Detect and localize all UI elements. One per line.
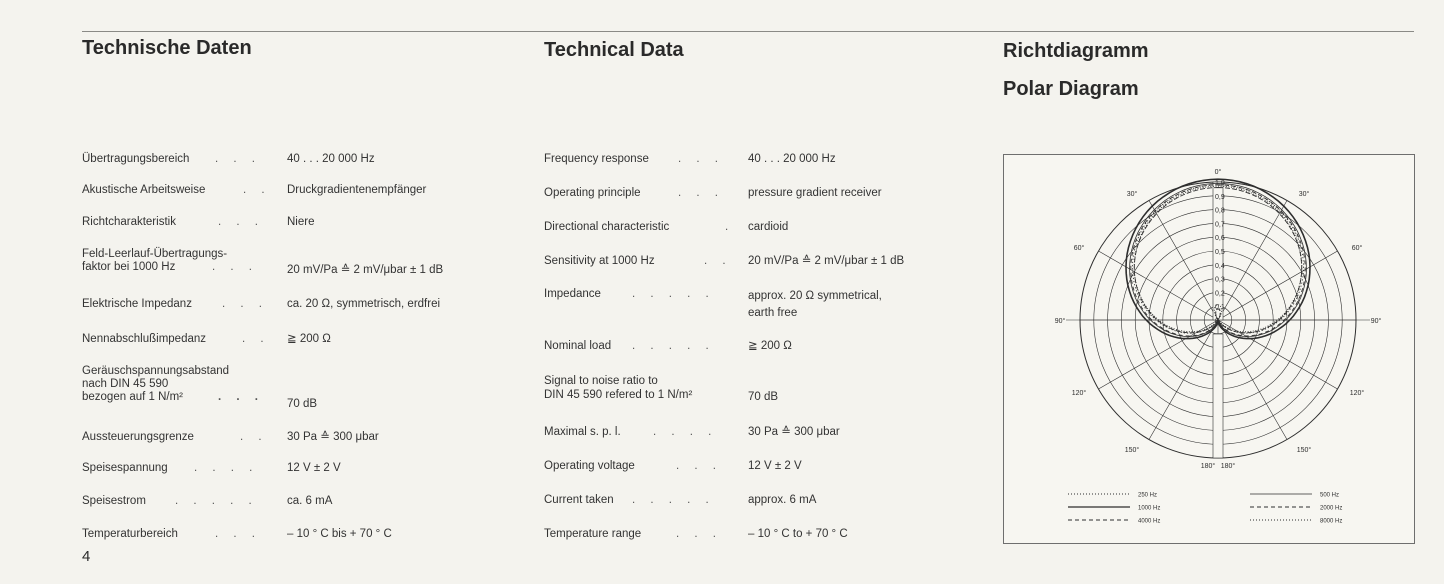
polar-grid-spoke [1099,251,1219,320]
spec-value: cardioid [748,221,789,233]
polar-scale-label: 0,4 [1215,262,1225,270]
spec-label: Temperature range [544,528,642,540]
angle-label-right-180: 180° [1220,463,1236,470]
angle-label-0: 0° [1214,169,1222,176]
spec-dots: . . . [215,153,261,165]
spec-value: approx. 6 mA [748,494,817,506]
spec-label: Speisespannung [82,462,168,474]
spec-label: Richtcharakteristik [82,216,176,228]
polar-diagram-frame [1003,154,1415,544]
spec-dots: . . [704,255,732,267]
spec-value: pressure gradient receiver [748,187,882,199]
en-title: Technical Data [544,39,684,61]
polar-scale-label: 0,9 [1215,193,1225,201]
angle-label-left-120: 120° [1071,390,1087,397]
spec-value: 12 V ± 2 V [287,462,341,474]
legend-label: 4000 Hz [1138,518,1161,525]
spec-dots: . . . [218,391,264,403]
spec-label: Frequency response [544,153,649,165]
polar-scale-label: 0,6 [1215,235,1225,243]
spec-value: Niere [287,216,315,228]
spec-dots: . . [243,184,271,196]
polar-grid-spoke [1149,201,1218,321]
spec-dots: . . . . [194,462,259,474]
spec-value: 30 Pa ≙ 300 μbar [748,426,840,438]
spec-dots: . . . . . [632,288,715,300]
spec-label: Akustische Arbeitsweise [82,184,206,196]
spec-label: Maximal s. p. l. [544,426,621,438]
spec-value: 40 . . . 20 000 Hz [287,153,375,165]
spec-dots: . . . [676,528,722,540]
angle-label-right-120: 120° [1349,390,1365,397]
spec-dots: . . . [215,528,261,540]
polar-scale-label: 0 [1215,318,1219,325]
spec-label: Nennabschlußimpedanz [82,333,207,345]
spec-value: ca. 20 Ω, symmetrisch, erdfrei [287,298,441,310]
legend-label: 2000 Hz [1320,505,1343,512]
spec-dots: . . . . . [175,495,258,507]
page-number: 4 [82,548,91,565]
spec-value: Druckgradientenempfänger [287,184,427,196]
spec-value: 12 V ± 2 V [748,460,802,472]
spec-value: 40 . . . 20 000 Hz [748,153,836,165]
angle-label-right-90: 90° [1370,318,1382,325]
spec-dots: . . . [678,153,724,165]
legend-label: 1000 Hz [1138,505,1161,512]
spec-value: approx. 20 Ω symmetrical, earth free [748,290,882,319]
spec-dots: . . . [676,460,722,472]
spec-label: Directional characteristic [544,221,670,233]
spec-label: Current taken [544,494,614,506]
spec-value: 20 mV/Pa ≙ 2 mV/μbar ± 1 dB [748,255,905,267]
angle-label-left-90: 90° [1054,318,1066,325]
top-rule [82,31,1414,32]
spec-label: Aussteuerungsgrenze [82,431,194,443]
spec-dots: . . . . [653,426,718,438]
polar-scale-label: 1,0 [1215,180,1225,187]
angle-label-right-60: 60° [1351,245,1363,252]
spec-label: Signal to noise ratio to DIN 45 590 refered to 1 N/m² [544,375,693,401]
spec-value: ≧ 200 Ω [287,333,331,345]
spec-dots: . . . [222,298,268,310]
spec-label: Speisestrom [82,495,146,507]
angle-label-left-180: 180° [1200,463,1216,470]
spec-label: Elektrische Impedanz [82,298,192,310]
polar-scale-label: 0,2 [1215,290,1225,298]
spec-dots: . . . [678,187,724,199]
spec-value: ≧ 200 Ω [748,340,792,352]
spec-dots: . [725,221,735,233]
diagram-title-de: Richtdiagramm [1003,40,1149,62]
spec-value: 30 Pa ≙ 300 μbar [287,431,379,443]
polar-scale-label: 0,5 [1215,249,1225,256]
spec-label: Übertragungsbereich [82,153,190,165]
polar-diagram [1004,155,1414,543]
spec-label: Nominal load [544,340,612,352]
angle-label-left-150: 150° [1124,447,1140,454]
spec-dots: . . . [212,261,258,273]
de-title: Technische Daten [82,37,252,59]
spec-value: 20 mV/Pa ≙ 2 mV/μbar ± 1 dB [287,264,444,276]
spec-label: Impedance [544,288,601,300]
angle-label-left-30: 30° [1126,191,1138,198]
spec-dots: . . [242,333,270,345]
angle-label-right-150: 150° [1296,447,1312,454]
legend-label: 500 Hz [1320,492,1340,499]
spec-label: Temperaturbereich [82,528,178,540]
spec-dots: . . [240,431,268,443]
spec-dots: . . . . . [632,340,715,352]
polar-scale-label: 0,3 [1215,276,1225,284]
spec-label: Feld-Leerlauf-Übertragungs- faktor bei 1000 Hz [82,248,228,273]
legend-label: 8000 Hz [1320,518,1343,525]
spec-label: Operating voltage [544,460,635,472]
spec-dots: . . . . . [632,494,715,506]
polar-scale-strip-bottom [1213,334,1223,458]
spec-value: – 10 ° C to + 70 ° C [748,528,848,540]
spec-label: Geräuschspannungsabstand nach DIN 45 590 bezogen auf 1 N/m² [82,365,230,403]
angle-label-right-30: 30° [1298,191,1310,198]
polar-scale-label: 0,7 [1215,221,1225,229]
spec-value: 70 dB [287,398,318,410]
spec-label: Sensitivity at 1000 Hz [544,255,655,267]
polar-grid-spoke [1218,251,1338,320]
legend-label: 250 Hz [1138,492,1158,499]
polar-legend [1068,493,1342,525]
polar-grid-spoke [1218,201,1287,321]
angle-label-left-60: 60° [1073,245,1085,252]
spec-label: Operating principle [544,187,641,199]
diagram-title-en: Polar Diagram [1003,78,1139,100]
spec-value: 70 dB [748,391,779,403]
spec-dots: . . . [218,216,264,228]
spec-value: – 10 ° C bis + 70 ° C [287,528,392,540]
spec-value: ca. 6 mA [287,495,333,507]
polar-scale-label: 0,8 [1215,207,1225,215]
polar-scale-label: 0,1 [1215,304,1225,312]
